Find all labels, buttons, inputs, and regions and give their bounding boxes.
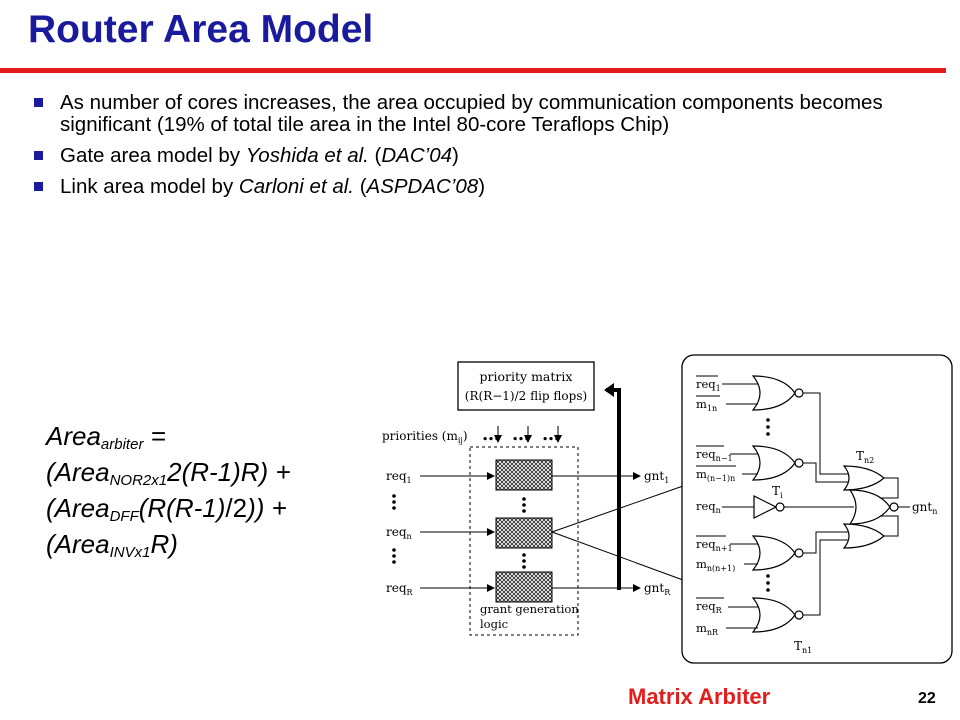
formula-term: (R(R-1) [138,493,226,523]
priority-ellipsis-group [482,424,560,445]
ellipsis: … [512,424,530,445]
label-ti: $T_i$ [772,484,783,500]
hatched-cell [496,460,552,490]
output-gnt-R: gnt$_R$ [644,581,671,597]
input-m-1n-bar: $m_{1n}$ [696,397,718,413]
output-gnt-1: gnt$_1$ [644,469,670,485]
priority-matrix-label: priority matrix [479,369,573,384]
input-req-n: req$_n$ [696,499,721,515]
formula-subscript: DFF [109,508,139,525]
input-m-n-n-plus-1: $m_{n(n+1)}$ [696,557,736,573]
grant-logic-label: logic [480,617,509,631]
input-req-n-plus-1-bar: req$_{n+1}$ [696,537,733,553]
bullet-text: ( [354,175,367,198]
citation-venue: ASPDAC’08 [366,175,479,198]
bullet-text: Link area model by [60,175,239,198]
title-underline [0,68,946,73]
label-tn1: $T_{n1}$ [794,639,813,655]
bullet-item [32,92,947,136]
bullet-text: ) [478,175,486,198]
formula-line [46,418,291,454]
input-req-R: req$_R$ [386,581,413,597]
citation-authors: Yoshida et al. [245,144,369,167]
input-req-n-1-bar: req$_{n-1}$ [696,447,733,463]
input-req-1: req$_1$ [386,469,412,485]
formula-term: Area [46,421,101,451]
figure-caption: Matrix Arbiter [628,684,771,709]
citation-authors: Carloni et al. [238,175,354,198]
label-tn2: $T_{n2}$ [856,449,875,465]
hatched-cell [496,572,552,602]
priorities-label: priorities $(m_{ij})$ [382,429,468,445]
formula-subscript: INVx1 [109,544,151,561]
priority-matrix-sublabel: (R(R−1)/2 flip flops) [464,389,588,403]
slide-title: Router Area Model [28,8,374,51]
bullet-text: Gate area model by [60,144,246,167]
formula-term: (Area [46,457,110,487]
formula-subscript: arbiter [100,436,144,453]
area-formula [46,418,291,562]
page-number: 22 [918,690,936,707]
bullet-text: As number of cores increases, the area occupied by communication components becomes significant (19% of total tile area in the Intel 80-core Teraflops Chip) [60,91,883,136]
bullet-item [32,176,947,198]
input-m-n-1-n-bar: $m_{(n-1)n}$ [696,467,736,483]
formula-term: = [143,421,166,451]
feedback-path [606,390,619,590]
bullet-list [32,92,947,207]
input-req-1-bar: req$_1$ [696,377,721,393]
formula-term: )) + [247,493,287,523]
formula-line [46,526,291,562]
ellipsis: … [482,424,500,445]
square-bullet-icon [34,98,43,107]
output-gnt-n: gnt$_n$ [912,500,938,516]
formula-term: 2(R-1)R) + [167,457,291,487]
square-bullet-icon [34,151,43,160]
formula-term: (Area [46,493,110,523]
input-req-n: req$_n$ [386,525,412,541]
hatched-cell [496,518,552,548]
grant-logic-label: grant generation [480,602,579,616]
formula-subscript: NOR2x1 [109,472,168,489]
input-m-nR: $m_{nR}$ [696,621,719,637]
input-req-R-bar: req$_R$ [696,599,722,615]
ellipsis: … [542,424,560,445]
formula-line [46,454,291,490]
bullet-text: ) [452,144,459,167]
priority-matrix-box [458,362,594,410]
citation-venue: DAC’04 [381,144,453,167]
formula-term: /2 [225,493,248,523]
formula-line [46,490,291,526]
feedback-arrowhead [604,383,614,397]
formula-term: R) [150,529,178,559]
matrix-arbiter-diagram [370,350,960,670]
bullet-text: ( [368,144,382,167]
square-bullet-icon [34,182,43,191]
bullet-item [32,145,947,167]
formula-term: (Area [46,529,110,559]
